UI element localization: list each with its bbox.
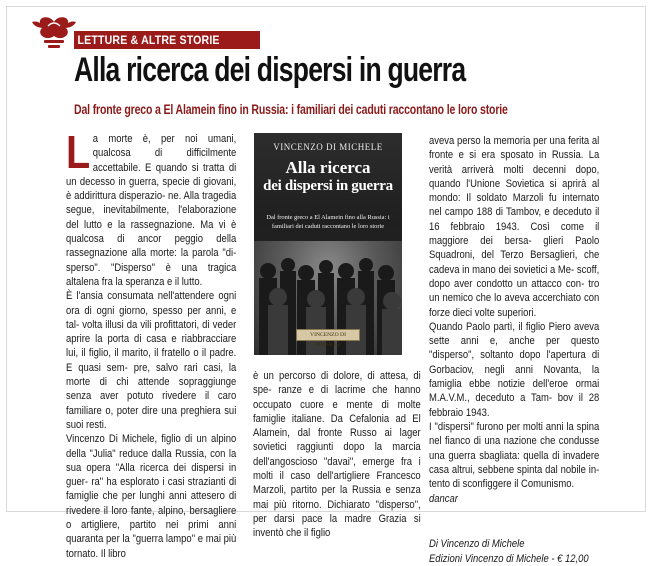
book-credit-author: Di Vincenzo di Michele (429, 537, 525, 550)
book-cover-author: VINCENZO DI MICHELE (273, 142, 383, 152)
book-cover-title: Alla ricerca (285, 158, 371, 177)
column-1-text: a morte è, per noi umani, qualcosa di difficilmente accettabile. E quando si tratta di un decesso in guerra, specie di giovani, è addirittura disperazio- ne. Alla tragedia segue, inevitabilmente, l'elaborazione del lutto e la rassegnazione. Ma vi è qualcosa di ancor peggio della rassegnazione alla morte: la parola "di- sperso". "Disperso" è una tragica altalena fra la speranza e il lutto. (66, 133, 237, 288)
article-column-2 (253, 369, 421, 541)
article-column-1 (66, 126, 237, 561)
book-cover-plate: VINCENZO DI MICHELE (296, 329, 360, 341)
book-cover-subtitle: Dal fronte greco a El Alamein fino alla Russia: i familiari dei caduti raccontano le loro storie (266, 214, 390, 230)
column-2-text: è un percorso di dolore, di attesa, di spe- ranze e di lacrime che hanno occupato cuore e mente di molte famiglie italiane. Da Cefalonia ad El Alamein, dal fronte Russo ai lager sovietici raggiunti dopo la marcia dell'angoscioso "davai", emerge fra i molti il caso dell'artigliere Francesco Marzoli, partito per la Russia e senza mai più ritorno. Dichiarato "disperso", per darsi pace la madre Grazia si inventò che il figlio (253, 370, 421, 540)
column-3-text: aveva perso la memoria per una ferita al fronte e si era sposato in Russia. La verità arriverà molti decenni dopo, quando l'Unione Sovietica si aprirà al mondo: Il soldato Marzoli fu internato nel campo 188 di Tambov, e deceduto il 16 febbraio 1943. Così come il maggiore dei bersa- glieri Paolo Squadroni, del Terzo Bersaglieri, che cadeva in mano dei sovietici a Me- scoff, dopo aver condotto un attacco con- tro un nemico che lo aveva accerchiato con forze dieci volte superiori. (429, 135, 600, 319)
column-3-text: Quando Paolo partì, il figlio Piero aveva sette anni e, anche per questo "disperso", soltanto dopo l'apertura di Gorbaciov, negli anni Novanta, la famiglia ebbe notizie dell'eroe ormai M.A.V.M., deceduto a Tam- bov il 28 febbraio 1943. (429, 320, 600, 419)
author-signature: dancar (429, 493, 458, 506)
drop-cap: L (66, 126, 91, 178)
book-cover-title: dei dispersi in guerra (263, 178, 393, 194)
article-column-3 (429, 134, 599, 566)
article-subhead: Dal fronte greco a El Alamein fino in Russia: i familiari dei caduti raccontano le loro storie (74, 102, 508, 117)
column-3-text: I "dispersi" furono per molti anni la spina nel fianco di una nazione che condusse una guerra sbagliata: quella di invadere casa altrui, sebbene spinta dal nobile in- tento di sconfiggere il Comunismo. (429, 420, 600, 491)
rose-logo-icon (28, 12, 80, 52)
column-1-text: Vincenzo Di Michele, figlio di un alpino della "Julia" reduce dalla Russia, con la sua opera "Alla ricerca dei dispersi in guer- ra" ha esplorato i casi strazianti di famiglie che per lunghi anni attesero di rivedere il loro fante, alpino, bersagliere o artigliere, partito nei primi anni quaranta per la "guerra lampo" e mai più tornato. Il libro (66, 433, 237, 560)
book-credit-publisher: Edizioni Vincenzo di Michele - € 12,00 (429, 553, 589, 566)
section-label: LETTURE & ALTRE STORIE (77, 33, 220, 47)
book-cover-image (254, 133, 402, 355)
article-headline: Alla ricerca dei dispersi in guerra (74, 51, 466, 89)
column-1-text: È l'ansia consumata nell'attendere ogni ora di ogni giorno, spesso per anni, e tal- volta illusi da vili profittatori, di veder aprire la porta di casa e riabbracciare lui, il figlio, il marito, il fratello o il padre. E quasi sem- pre, salvo rari casi, la morte di chi attende sopraggiunge senza aver potuto rivedere il caro familiare o, poter dire una preghiera sui suoi resti. (66, 290, 237, 431)
section-header-bar (74, 31, 260, 49)
